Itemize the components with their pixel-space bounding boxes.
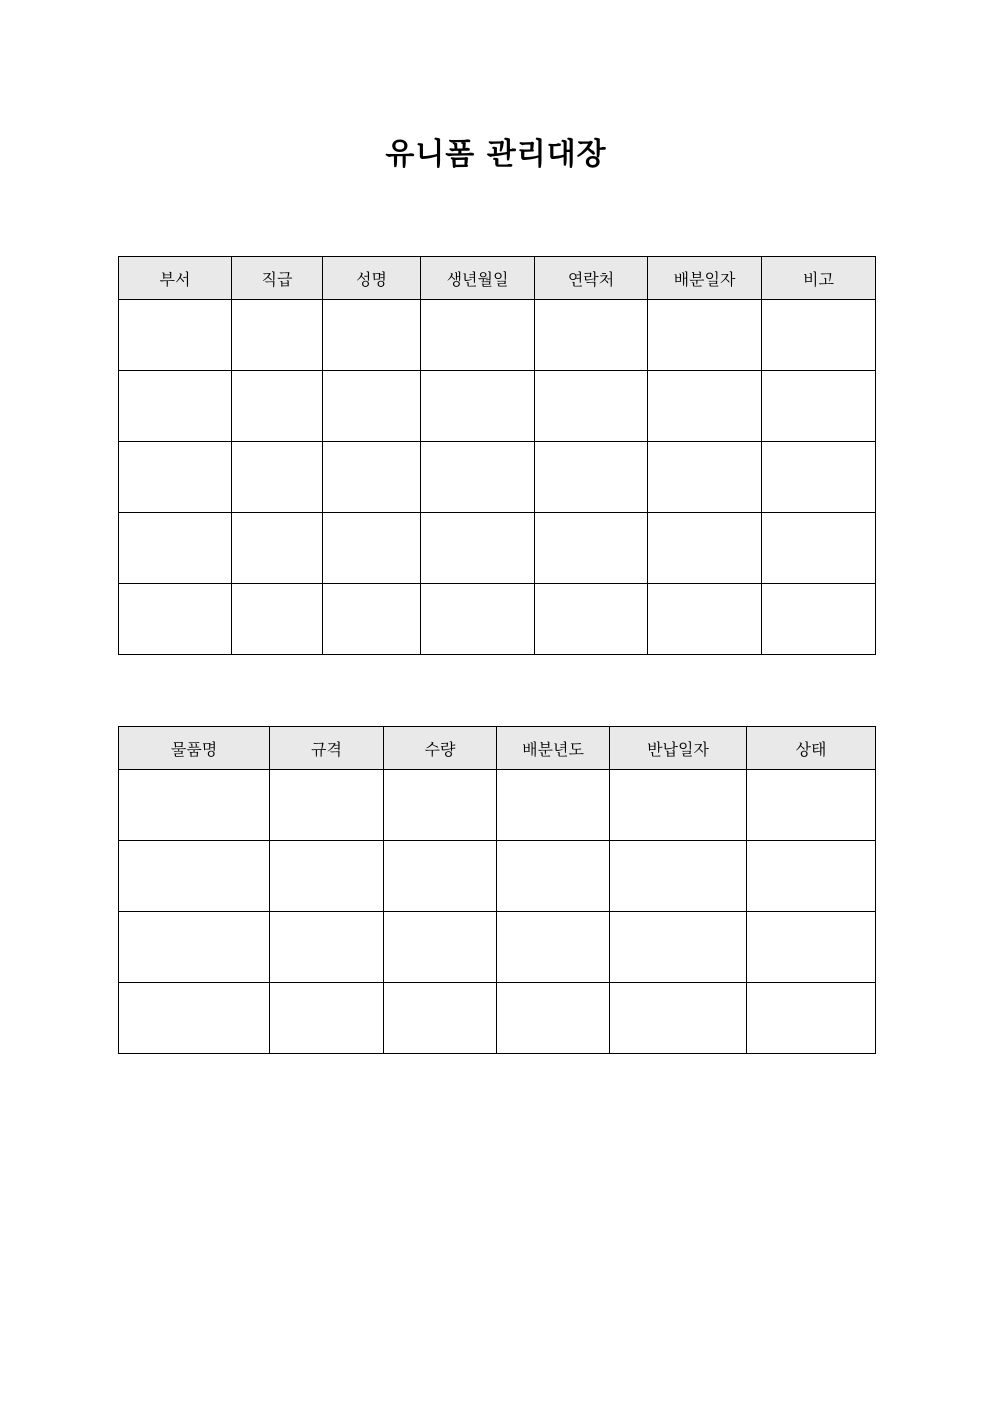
- table-cell[interactable]: [119, 912, 270, 983]
- table-cell[interactable]: [323, 371, 421, 442]
- table-cell[interactable]: [762, 584, 876, 655]
- table-cell[interactable]: [497, 983, 610, 1054]
- table-cell[interactable]: [421, 584, 535, 655]
- table-cell[interactable]: [270, 770, 384, 841]
- table-row: [119, 584, 876, 655]
- table-cell[interactable]: [384, 983, 497, 1054]
- table-cell[interactable]: [648, 513, 762, 584]
- table-row: [119, 841, 876, 912]
- item-table-body: [119, 770, 876, 1054]
- header-row: [119, 257, 876, 300]
- table-cell[interactable]: [497, 841, 610, 912]
- table-cell[interactable]: [323, 584, 421, 655]
- table-cell[interactable]: [384, 770, 497, 841]
- table-cell[interactable]: [270, 912, 384, 983]
- table-cell[interactable]: [384, 912, 497, 983]
- table-cell[interactable]: [497, 770, 610, 841]
- table-cell[interactable]: [497, 912, 610, 983]
- table-cell[interactable]: [421, 513, 535, 584]
- header-cell-department: 부서: [119, 257, 232, 300]
- table-cell[interactable]: [747, 770, 876, 841]
- table-cell[interactable]: [762, 300, 876, 371]
- table-cell[interactable]: [610, 841, 747, 912]
- table-cell[interactable]: [762, 513, 876, 584]
- uniform-table-body: [119, 300, 876, 655]
- table-cell[interactable]: [232, 371, 323, 442]
- uniform-ledger-table: [118, 256, 876, 655]
- table-cell[interactable]: [747, 912, 876, 983]
- table-row: [119, 371, 876, 442]
- table-cell[interactable]: [119, 841, 270, 912]
- table-cell[interactable]: [648, 584, 762, 655]
- table-row: [119, 300, 876, 371]
- header-cell-name: 성명: [323, 257, 421, 300]
- table-cell[interactable]: [648, 442, 762, 513]
- table-cell[interactable]: [421, 300, 535, 371]
- table-cell[interactable]: [762, 442, 876, 513]
- table-cell[interactable]: [610, 770, 747, 841]
- table-cell[interactable]: [270, 983, 384, 1054]
- table-cell[interactable]: [535, 584, 648, 655]
- table-cell[interactable]: [762, 371, 876, 442]
- table-cell[interactable]: [747, 841, 876, 912]
- table-cell[interactable]: [535, 371, 648, 442]
- table-cell[interactable]: [119, 371, 232, 442]
- header-cell-distribution-year: 배분년도: [497, 727, 610, 770]
- header-cell-remarks: 비고: [762, 257, 876, 300]
- table-cell[interactable]: [270, 841, 384, 912]
- header-cell-quantity: 수량: [384, 727, 497, 770]
- header-cell-size: 규격: [270, 727, 384, 770]
- header-cell-contact: 연락처: [535, 257, 648, 300]
- table-cell[interactable]: [648, 300, 762, 371]
- table-cell[interactable]: [323, 513, 421, 584]
- header-cell-item-name: 물품명: [119, 727, 270, 770]
- table-cell[interactable]: [747, 983, 876, 1054]
- table-row: [119, 983, 876, 1054]
- table-cell[interactable]: [323, 442, 421, 513]
- table-cell[interactable]: [610, 983, 747, 1054]
- table-cell[interactable]: [384, 841, 497, 912]
- table-cell[interactable]: [119, 983, 270, 1054]
- header-row: [119, 727, 876, 770]
- table-cell[interactable]: [232, 513, 323, 584]
- page-title: 유니폼 관리대장: [385, 137, 607, 172]
- table-row: [119, 770, 876, 841]
- table-cell[interactable]: [535, 300, 648, 371]
- header-cell-return-date: 반납일자: [610, 727, 747, 770]
- table-cell[interactable]: [648, 371, 762, 442]
- table-cell[interactable]: [232, 442, 323, 513]
- table-cell[interactable]: [535, 442, 648, 513]
- table-row: [119, 513, 876, 584]
- header-cell-status: 상태: [747, 727, 876, 770]
- header-cell-position: 직급: [232, 257, 323, 300]
- table-cell[interactable]: [119, 770, 270, 841]
- table-row: [119, 442, 876, 513]
- table-cell[interactable]: [119, 513, 232, 584]
- item-ledger-table: [118, 726, 876, 1054]
- table-cell[interactable]: [232, 584, 323, 655]
- table-cell[interactable]: [119, 442, 232, 513]
- table-cell[interactable]: [232, 300, 323, 371]
- table-cell[interactable]: [610, 912, 747, 983]
- table-row: [119, 912, 876, 983]
- header-cell-birthdate: 생년월일: [421, 257, 535, 300]
- table-cell[interactable]: [323, 300, 421, 371]
- header-cell-distribution-date: 배분일자: [648, 257, 762, 300]
- table-cell[interactable]: [421, 442, 535, 513]
- table-cell[interactable]: [421, 371, 535, 442]
- table-cell[interactable]: [119, 584, 232, 655]
- table-cell[interactable]: [119, 300, 232, 371]
- table-cell[interactable]: [535, 513, 648, 584]
